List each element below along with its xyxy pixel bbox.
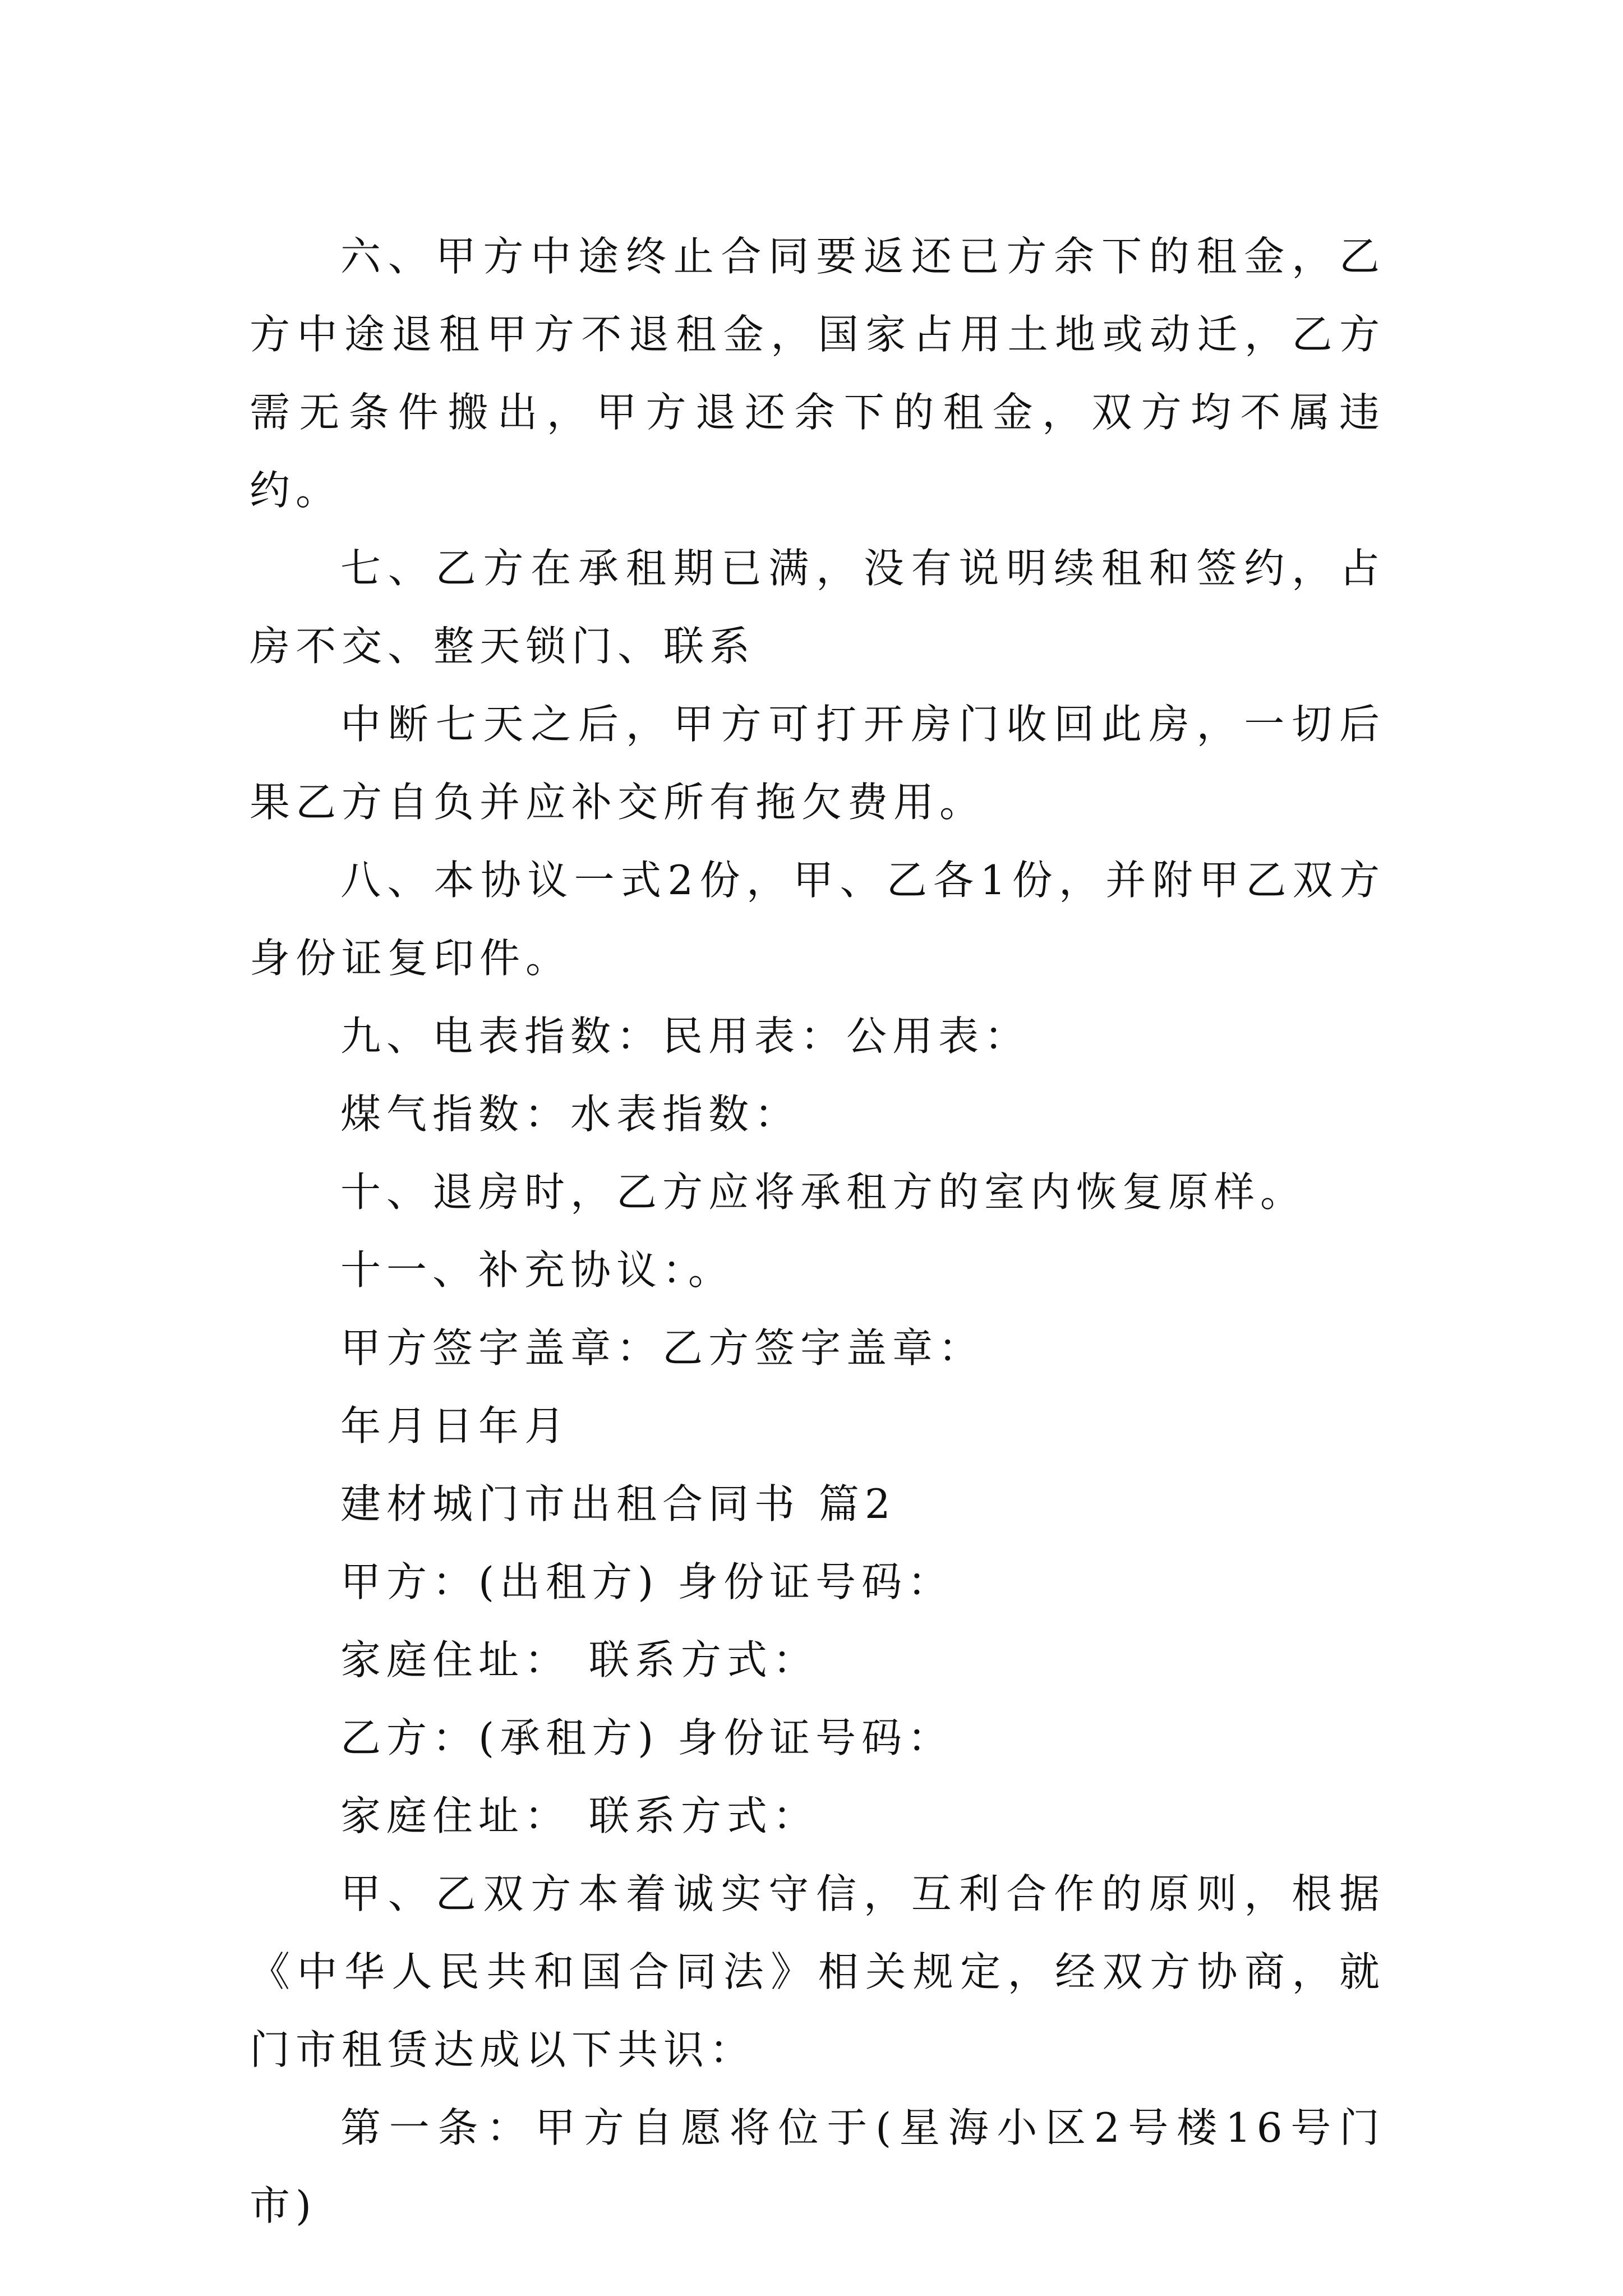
clause-9-electric-meter: 九、电表指数：民用表：公用表： bbox=[340, 1013, 1031, 1060]
clause-10-paragraph: 十、退房时，乙方应将承租方的室内恢复原样。 bbox=[340, 1168, 1307, 1216]
section-heading: 建材城门市出租合同书 篇2 bbox=[340, 1480, 896, 1527]
article-1-paragraph: 第一条：甲方自愿将位于(星海小区2号楼16号门市) bbox=[250, 2104, 1385, 2229]
date-line: 年月日年月 bbox=[340, 1402, 571, 1450]
clause-7-paragraph: 七、乙方在承租期已满，没有说明续租和签约，占房不交、整天锁门、联系 bbox=[250, 545, 1385, 670]
clause-6-paragraph: 六、甲方中途终止合同要返还已方余下的租金，乙方中途退租甲方不退租金，国家占用土地或动迁，乙方需无条件搬出，甲方退还余下的租金，双方均不属违约。 bbox=[250, 233, 1385, 514]
clause-9-gas-water-meter: 煤气指数：水表指数： bbox=[340, 1091, 801, 1138]
party-b-address-line: 家庭住址： 联系方式： bbox=[340, 1792, 819, 1839]
clause-11-paragraph: 十一、补充协议：。 bbox=[340, 1246, 735, 1294]
party-b-id-line: 乙方：(承租方) 身份证号码： bbox=[340, 1714, 954, 1761]
signature-line: 甲方签字盖章：乙方签字盖章： bbox=[340, 1324, 985, 1372]
clause-8-paragraph: 八、本协议一式2份，甲、乙各1份，并附甲乙双方身份证复印件。 bbox=[250, 857, 1385, 982]
preamble-paragraph: 甲、乙双方本着诚实守信，互利合作的原则，根据《中华人民共和国合同法》相关规定，经双方协商，就门市租赁达成以下共识： bbox=[250, 1870, 1385, 2073]
document-body bbox=[250, 218, 1385, 2245]
party-a-address-line: 家庭住址： 联系方式： bbox=[340, 1636, 819, 1683]
party-a-id-line: 甲方：(出租方) 身份证号码： bbox=[340, 1558, 954, 1605]
clause-7-continuation: 中断七天之后，甲方可打开房门收回此房，一切后果乙方自负并应补交所有拖欠费用。 bbox=[250, 701, 1385, 826]
